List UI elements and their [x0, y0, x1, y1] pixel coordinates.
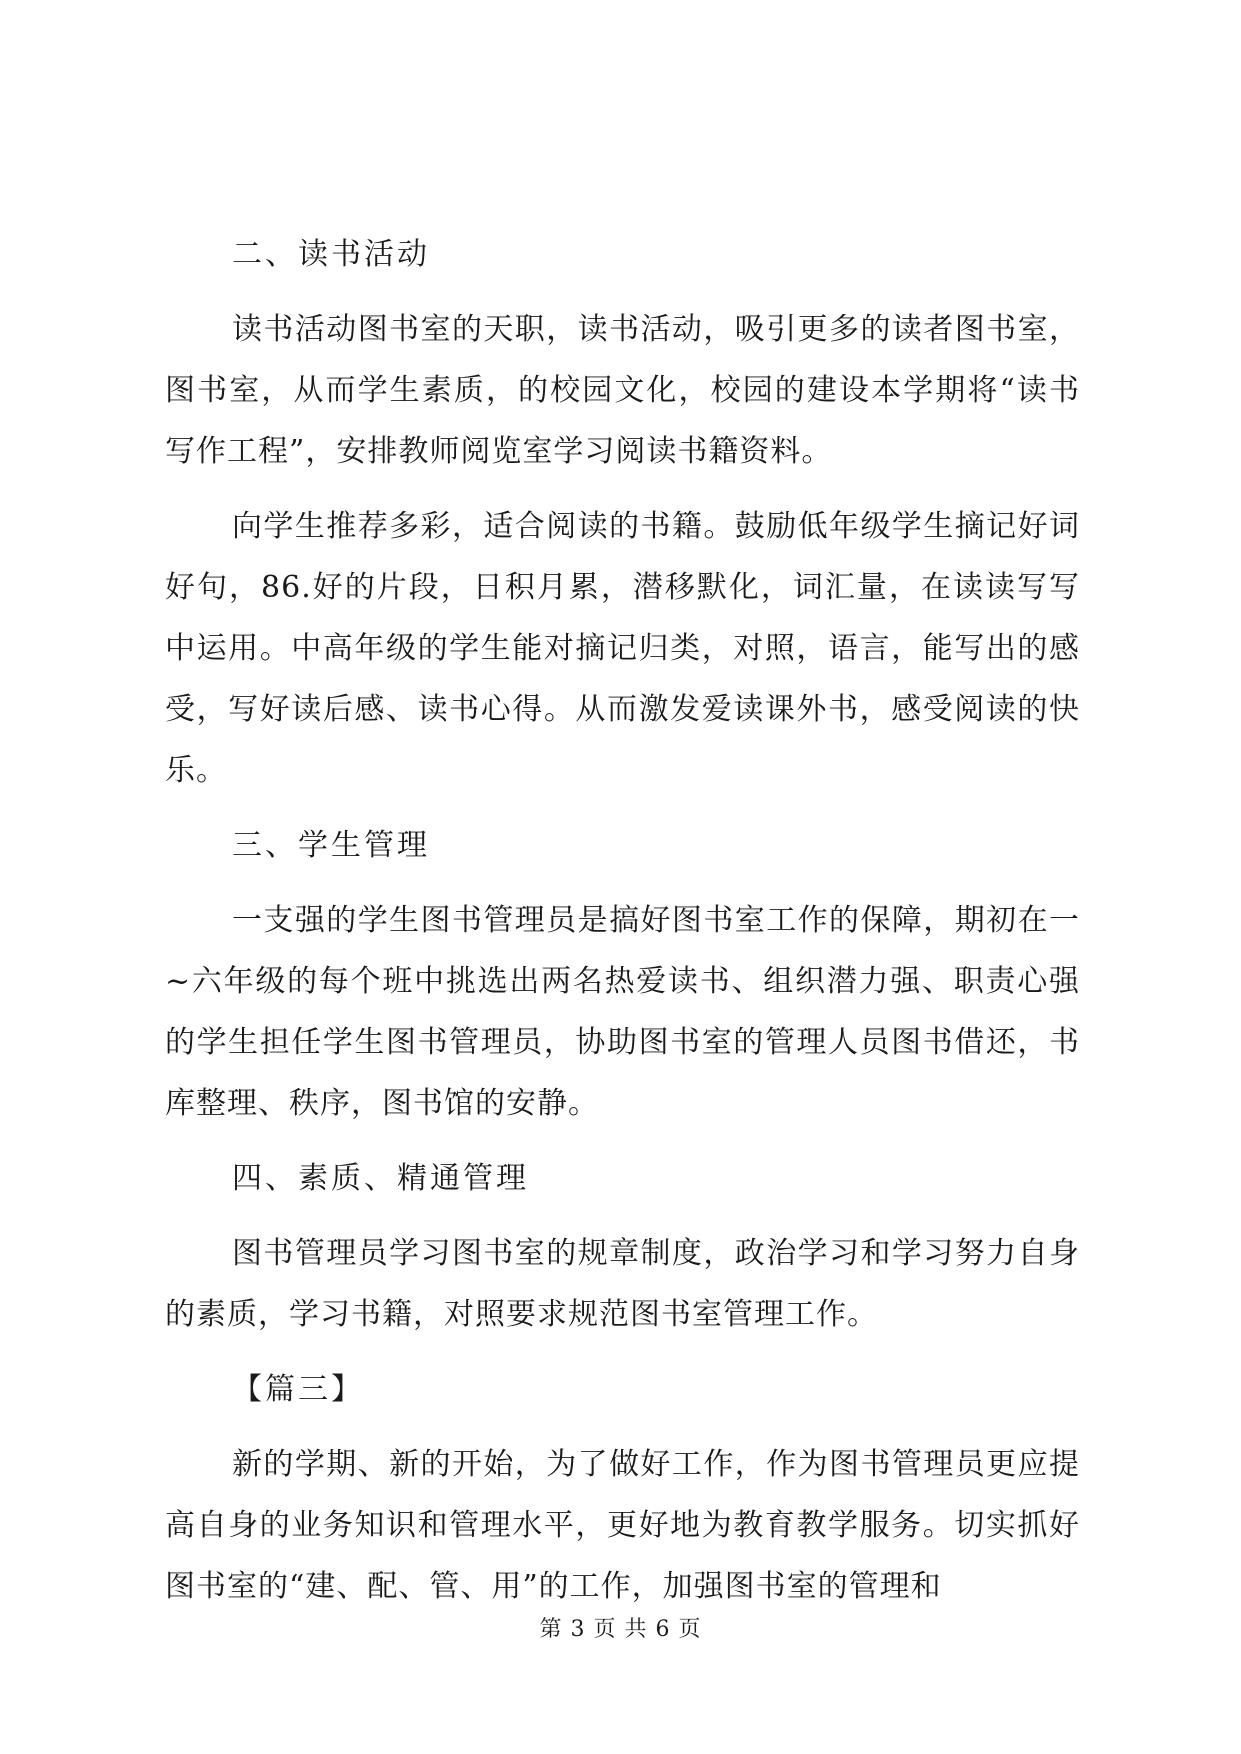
paragraph: 图书管理员学习图书室的规章制度，政治学习和学习努力自身的素质，学习书籍，对照要求规范图书室管理工作。 — [165, 1236, 1080, 1332]
paragraph: 新的学期、新的开始，为了做好工作，作为图书管理员更应提高自身的业务知识和管理水平，更好地为教育教学服务。切实抓好图书室的“建、配、管、用”的工作，加强图书室的管理和 — [165, 1447, 1080, 1604]
section-heading-quality-management: 四、素质、精通管理 — [232, 1161, 529, 1196]
paragraph: 一支强的学生图书管理员是搞好图书室工作的保障，期初在一~六年级的每个班中挑选出两名热爱读书、组织潜力强、职责心强的学生担任学生图书管理员，协助图书室的管理人员图书借还，书库整理、秩序，图书馆的安静。 — [165, 903, 1080, 1121]
paragraph: 向学生推荐多彩，适合阅读的书籍。鼓励低年级学生摘记好词好句，86.好的片段，日积月累，潜移默化，词汇量，在读读写写中运用。中高年级的学生能对摘记归类，对照，语言，能写出的感受，写好读后感、读书心得。从而激发爱读课外书，感受阅读的快乐。 — [165, 509, 1080, 788]
page-number-footer: 第 3 页 共 6 页 — [539, 1617, 702, 1642]
section-heading-reading-activities: 二、读书活动 — [232, 237, 430, 272]
document-body — [165, 224, 1080, 1631]
section-heading-student-management: 三、学生管理 — [232, 828, 430, 863]
section-heading-part-three: 【篇三】 — [232, 1372, 364, 1407]
paragraph: 读书活动图书室的天职，读书活动，吸引更多的读者图书室，图书室，从而学生素质，的校园文化，校园的建设本学期将“读书写作工程”，安排教师阅览室学习阅读书籍资料。 — [165, 312, 1080, 469]
